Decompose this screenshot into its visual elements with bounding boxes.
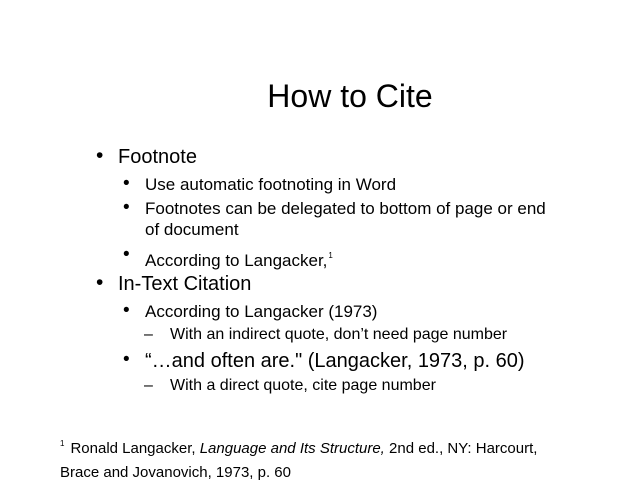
bullet-label: Footnotes can be delegated to bottom of page or end	[145, 199, 546, 218]
bullet-label: According to Langacker,	[145, 251, 328, 270]
detail-indirect-quote	[144, 325, 508, 345]
bullet-icon: •	[123, 300, 130, 321]
bullet-label-continued: of document	[145, 220, 239, 239]
footnote-reference: 1	[328, 251, 333, 260]
bullet-label: Use automatic footnoting in Word	[145, 175, 397, 194]
bullet-label: In-Text Citation	[118, 273, 252, 295]
bullet-icon: •	[96, 271, 104, 294]
bullet-icon: •	[123, 349, 130, 370]
bullet-label: Footnote	[118, 146, 197, 168]
detail-label: With a direct quote, cite page number	[170, 377, 436, 394]
dash-icon: –	[144, 326, 153, 343]
detail-direct-quote	[144, 376, 436, 396]
footnote-marker: 1	[60, 439, 65, 448]
footnote-line-1	[60, 432, 620, 461]
sub-bullet-delegate-footnotes	[123, 197, 546, 219]
bullet-icon: •	[123, 173, 130, 194]
bullet-label: According to Langacker (1973)	[145, 302, 378, 321]
footnote-line-2: Brace and Jovanovich, 1973, p. 60	[60, 464, 291, 481]
sub-bullet-indirect	[123, 300, 378, 322]
footnote	[60, 432, 620, 485]
bullet-in-text-citation	[96, 271, 252, 296]
bullet-icon: •	[123, 197, 130, 218]
slide-title: How to Cite	[267, 78, 433, 114]
bullet-icon: •	[96, 144, 104, 167]
footnote-book-title: Language and Its Structure,	[199, 440, 385, 457]
dash-icon: –	[144, 377, 153, 394]
sub-bullet-according-to	[123, 244, 333, 271]
bullet-label: “…and often are." (Langacker, 1973, p. 60)	[145, 350, 525, 372]
sub-bullet-direct-quote	[123, 349, 525, 373]
footnote-author: Ronald Langacker,	[70, 440, 196, 457]
footnote-publication: 2nd ed., NY: Harcourt,	[389, 440, 538, 457]
detail-label: With an indirect quote, don’t need page number	[170, 326, 508, 343]
bullet-footnote	[96, 144, 197, 169]
bullet-icon: •	[123, 244, 130, 265]
sub-bullet-auto-footnoting	[123, 173, 397, 195]
sub-bullet-continuation	[145, 219, 239, 240]
